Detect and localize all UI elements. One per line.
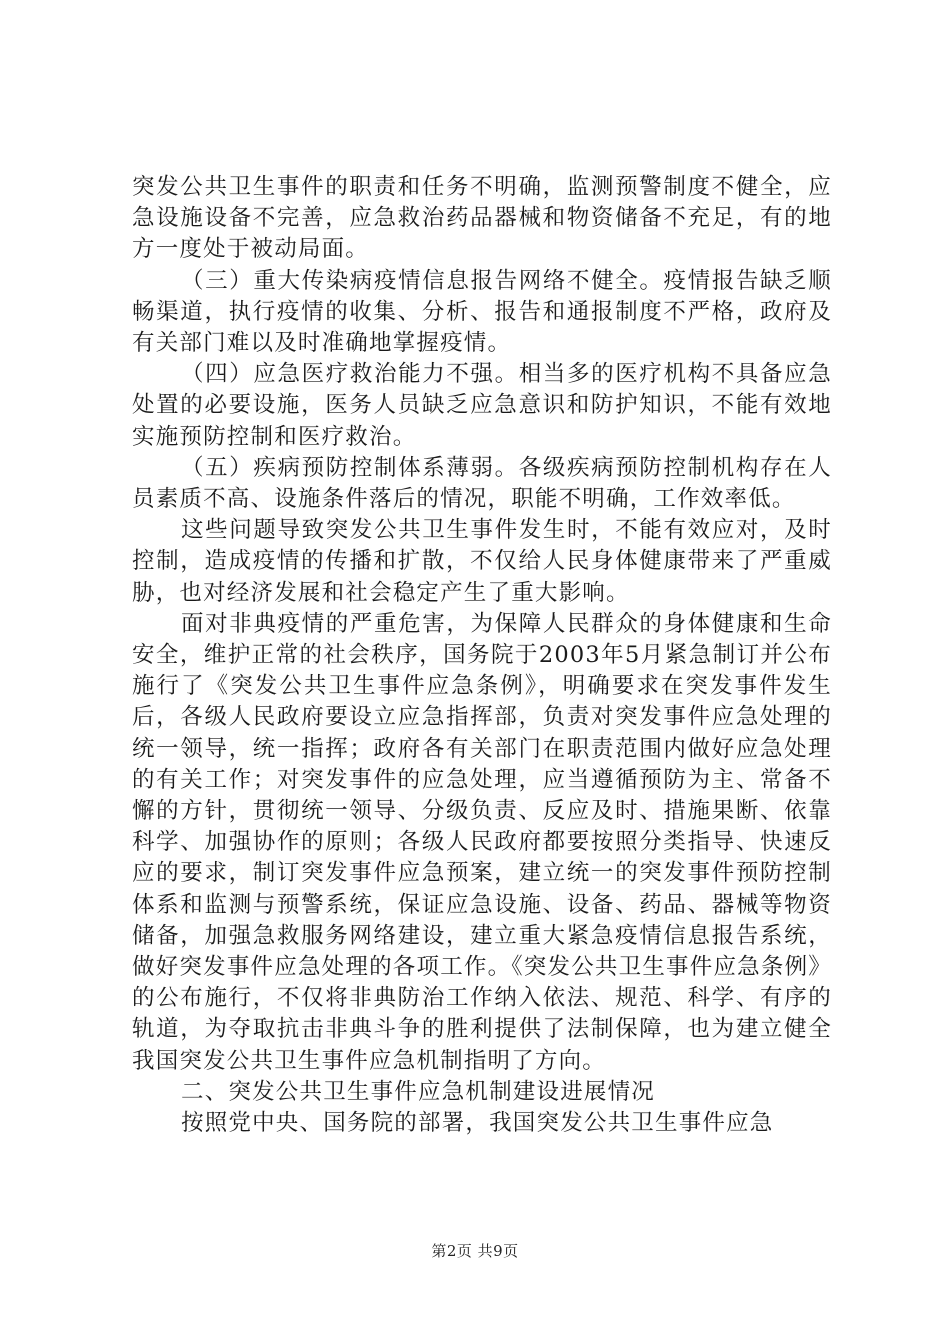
paragraph: 按照党中央、国务院的部署，我国突发公共卫生事件应急 <box>181 1110 774 1137</box>
paragraph: （四）应急医疗救治能力不强。相当多的医疗机构不具备应急处置的必要设施，医务人员缺乏应急意识和防护知识，不能有效地实施预防控制和医疗救治。 <box>132 361 832 450</box>
paragraph: 这些问题导致突发公共卫生事件发生时，不能有效应对，及时控制，造成疫情的传播和扩散，不仅给人民身体健康带来了严重威胁，也对经济发展和社会稳定产生了重大影响。 <box>132 517 832 606</box>
page-number-label: 第2页 共9页 <box>431 1242 519 1260</box>
paragraph: （三）重大传染病疫情信息报告网络不健全。疫情报告缺乏顺畅渠道，执行疫情的收集、分析、报告和通报制度不严格，政府及有关部门难以及时准确地掌握疫情。 <box>132 267 832 357</box>
section-heading: 二、突发公共卫生事件应急机制建设进展情况 <box>181 1078 656 1105</box>
paragraph: 突发公共卫生事件的职责和任务不明确，监测预警制度不健全，应急设施设备不完善，应急救治药品器械和物资储备不充足，有的地方一度处于被动局面。 <box>132 174 832 263</box>
paragraph: 面对非典疫情的严重危害，为保障人民群众的身体健康和生命安全，维护正常的社会秩序，国务院于2003年5月紧急制订并公布施行了《突发公共卫生事件应急条例》，明确要求在突发事件发生后，各级人民政府要设立应急指挥部，负责对突发事件应急处理的统一领导，统一指挥；政府各有关部门在职责范围内做好应急处理的有关工作；对突发事件的应急处理，应当遵循预防为主、常备不懈的方针，贯彻统一领导、分级负责、反应及时、措施果断、依靠科学、加强协作的原则；各级人民政府都要按照分类指导、快速反应的要求，制订突发事件应急预案，建立统一的突发事件预防控制体系和监测与预警系统，保证应急设施、设备、药品、器械等物资储备，加强急救服务网络建设，建立重大紧急疫情信息报告系统，做好突发事件应急处理的各项工作。《突发公共卫生事件应急条例》的公布施行，不仅将非典防治工作纳入依法、规范、科学、有序的轨道，为夺取抗击非典斗争的胜利提供了法制保障，也为建立健全我国突发公共卫生事件应急机制指明了方向。 <box>132 610 832 1074</box>
page-footer <box>0 1241 950 1261</box>
document-body <box>132 172 832 1139</box>
paragraph: （五）疾病预防控制体系薄弱。各级疾病预防控制机构存在人员素质不高、设施条件落后的情况，职能不明确，工作效率低。 <box>132 454 832 513</box>
